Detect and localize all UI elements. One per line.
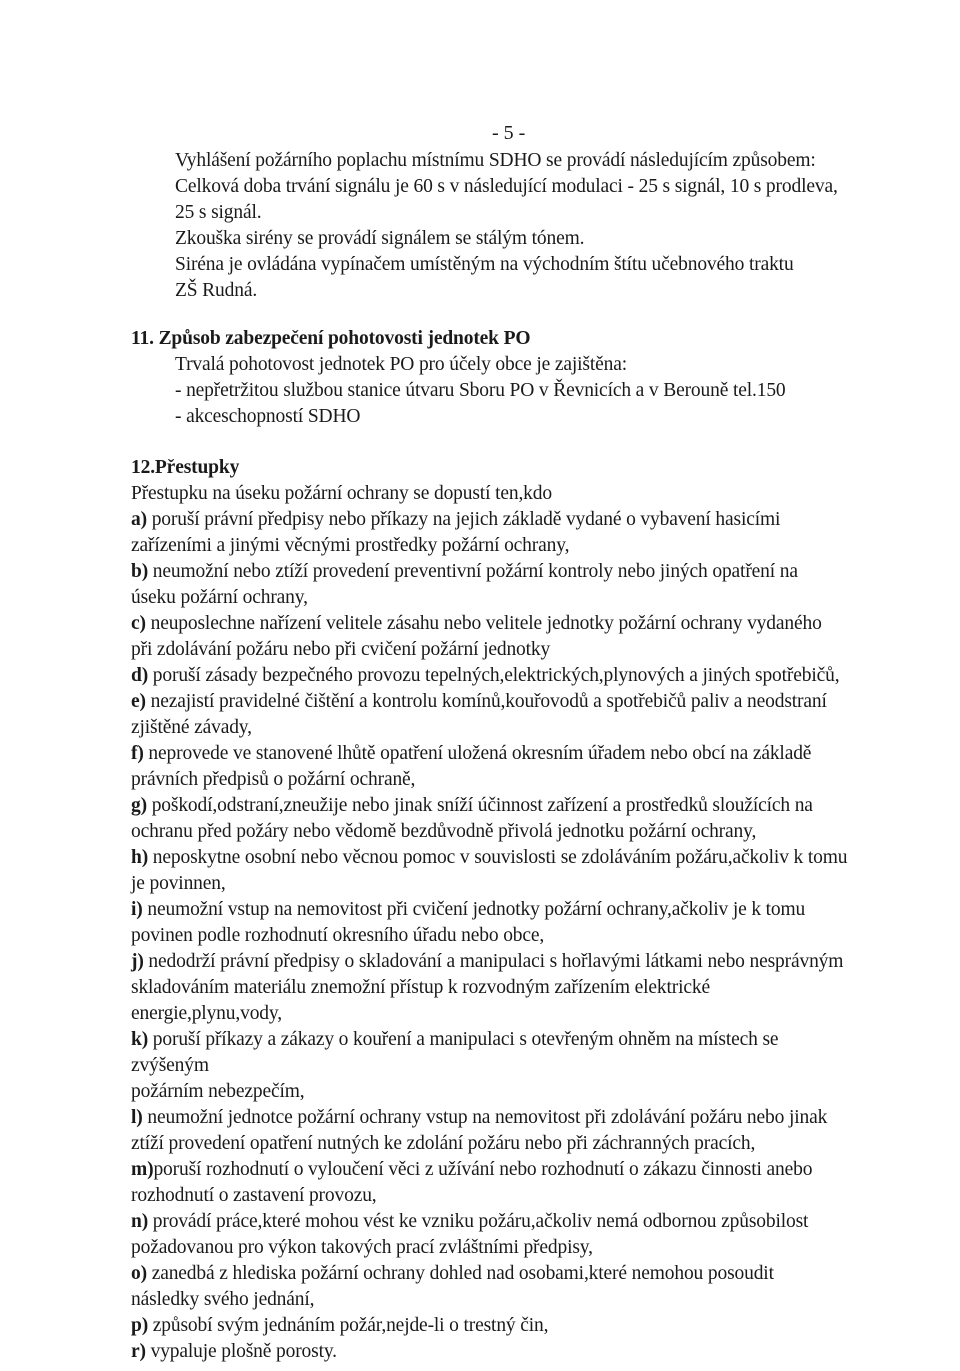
offense-text: neuposlechne nařízení velitele zásahu nebo velitele jednotky požární ochrany vydaného (150, 613, 822, 634)
intro-line: ZŠ Rudná. (175, 280, 258, 301)
offense-text: následky svého jednání, (131, 1289, 315, 1310)
offense-letter: d) (131, 665, 149, 686)
offense-text: zvýšeným (131, 1055, 209, 1076)
section-11-line: - akceschopností SDHO (175, 406, 361, 427)
offense-letter: i) (131, 899, 143, 920)
offense-line (131, 793, 813, 819)
offense-text: poškodí,odstraní,zneužije nebo jinak sníží účinnost zařízení a prostředků sloužících na (151, 795, 813, 816)
offense-text: je povinnen, (131, 873, 226, 894)
offense-text: provádí práce,které mohou vést ke vzniku požáru,ačkoliv nemá odbornou způsobilost (152, 1211, 809, 1232)
page-number: - 5 - (492, 122, 526, 144)
section-12-intro: Přestupku na úseku požární ochrany se dopustí ten,kdo (131, 483, 552, 504)
offense-line (131, 559, 798, 585)
offense-text: poruší rozhodnutí o vyloučení věci z užívání nebo rozhodnutí o zákazu činnosti anebo (153, 1159, 813, 1180)
offense-text: neumožní nebo ztíží provedení preventivní požární kontroly nebo jiných opatření na (152, 561, 798, 582)
offense-text: požadovanou pro výkon takových prací zvláštními předpisy, (131, 1237, 593, 1258)
intro-line: Siréna je ovládána vypínačem umístěným na východním štítu učebnového traktu (175, 254, 794, 275)
offense-line (131, 871, 226, 897)
offense-line (131, 1235, 593, 1261)
offense-line (131, 1105, 827, 1131)
offense-text: ztíží provedení opatření nutných ke zdolání požáru nebo při záchranných pracích, (131, 1133, 756, 1154)
offense-text: neposkytne osobní nebo věcnou pomoc v souvislosti se zdoláváním požáru,ačkoliv k tomu (152, 847, 848, 868)
offense-line (131, 1261, 774, 1287)
intro-line: Celková doba trvání signálu je 60 s v následující modulaci - 25 s signál, 10 s prodleva, (175, 176, 838, 197)
offense-letter: h) (131, 847, 149, 868)
offense-letter: n) (131, 1211, 149, 1232)
offense-line (131, 897, 805, 923)
offense-line (131, 611, 822, 637)
offense-line (131, 689, 827, 715)
offense-letter: j) (131, 951, 144, 972)
offense-text: neumožní vstup na nemovitost při cvičení jednotky požární ochrany,ačkoliv je k tomu (147, 899, 806, 920)
intro-line: 25 s signál. (175, 202, 262, 223)
intro-line: Vyhlášení požárního poplachu místnímu SDHO se provádí následujícím způsobem: (175, 150, 816, 171)
offense-letter: e) (131, 691, 146, 712)
offense-line (131, 1001, 282, 1027)
section-11-line: Trvalá pohotovost jednotek PO pro účely obce je zajištěna: (175, 354, 627, 375)
offense-letter: g) (131, 795, 147, 816)
offense-text: zařízeními a jinými věcnými prostředky požární ochrany, (131, 535, 570, 556)
offense-text: zjištěné závady, (131, 717, 252, 738)
offense-text: neprovede ve stanovené lhůtě opatření uložená okresním úřadem nebo obcí na základě (148, 743, 812, 764)
offense-text: poruší příkazy a zákazy o kouření a manipulaci s otevřeným ohněm na místech se (152, 1029, 779, 1050)
offense-letter: f) (131, 743, 144, 764)
offense-line (131, 1027, 778, 1053)
intro-line: Zkouška sirény se provádí signálem se stálým tónem. (175, 228, 585, 249)
offense-letter: o) (131, 1263, 147, 1284)
offense-text: požárním nebezpečím, (131, 1081, 305, 1102)
offense-line (131, 1157, 812, 1183)
offense-line (131, 1287, 314, 1313)
offense-line (131, 741, 811, 767)
offense-text: právních předpisů o požární ochraně, (131, 769, 416, 790)
offense-text: zanedbá z hlediska požární ochrany dohled nad osobami,které nemohou posoudit (151, 1263, 774, 1284)
offense-text: energie,plynu,vody, (131, 1003, 282, 1024)
offense-line (131, 975, 710, 1001)
offense-text: poruší právní předpisy nebo příkazy na jejich základě vydané o vybavení hasicími (151, 509, 781, 530)
section-12-heading: 12.Přestupky (131, 457, 240, 478)
offense-line (131, 1339, 337, 1365)
offense-text: neumožní jednotce požární ochrany vstup na nemovitost při zdolávání požáru nebo jinak (147, 1107, 828, 1128)
offense-line (131, 585, 308, 611)
offense-letter: m) (131, 1159, 154, 1180)
offense-text: způsobí svým jednáním požár,nejde-li o trestný čin, (152, 1315, 549, 1336)
offense-letter: p) (131, 1315, 149, 1336)
offense-text: úseku požární ochrany, (131, 587, 308, 608)
offense-line (131, 663, 839, 689)
offense-text: poruší zásady bezpečného provozu tepelných,elektrických,plynových a jiných spotřebičů, (152, 665, 840, 686)
offense-text: povinen podle rozhodnutí okresního úřadu nebo obce, (131, 925, 545, 946)
offense-letter: c) (131, 613, 146, 634)
offense-text: skladováním materiálu znemožní přístup k rozvodným zařízením elektrické (131, 977, 711, 998)
offense-line (131, 767, 415, 793)
offense-line (131, 1209, 808, 1235)
offense-text: rozhodnutí o zastavení provozu, (131, 1185, 377, 1206)
offense-line (131, 507, 780, 533)
offense-text: při zdolávání požáru nebo při cvičení požární jednotky (131, 639, 551, 660)
offense-line (131, 949, 843, 975)
section-11-line: - nepřetržitou službou stanice útvaru Sboru PO v Řevnicích a v Berouně tel.150 (175, 380, 786, 401)
offense-text: nezajistí pravidelné čištění a kontrolu komínů,kouřovodů a spotřebičů paliv a neodstraní (150, 691, 827, 712)
offense-line (131, 1079, 305, 1105)
offense-line (131, 1313, 548, 1339)
offense-line (131, 1183, 377, 1209)
offense-letter: l) (131, 1107, 143, 1128)
offense-line (131, 533, 569, 559)
offense-line (131, 923, 544, 949)
offense-line (131, 845, 847, 871)
offense-line (131, 1131, 755, 1157)
offense-line (131, 637, 550, 663)
section-11-heading: 11. Způsob zabezpečení pohotovosti jednotek PO (131, 328, 531, 349)
offense-text: nedodrží právní předpisy o skladování a manipulaci s hořlavými látkami nebo nesprávným (148, 951, 844, 972)
offense-letter: b) (131, 561, 149, 582)
offense-letter: a) (131, 509, 147, 530)
offense-letter: k) (131, 1029, 149, 1050)
offense-text: ochranu před požáry nebo vědomě bezdůvodně přivolá jednotku požární ochrany, (131, 821, 757, 842)
offense-letter: r) (131, 1341, 146, 1362)
offense-line (131, 715, 252, 741)
offense-line (131, 1053, 209, 1079)
offense-line (131, 819, 756, 845)
offense-text: vypaluje plošně porosty. (150, 1341, 337, 1362)
